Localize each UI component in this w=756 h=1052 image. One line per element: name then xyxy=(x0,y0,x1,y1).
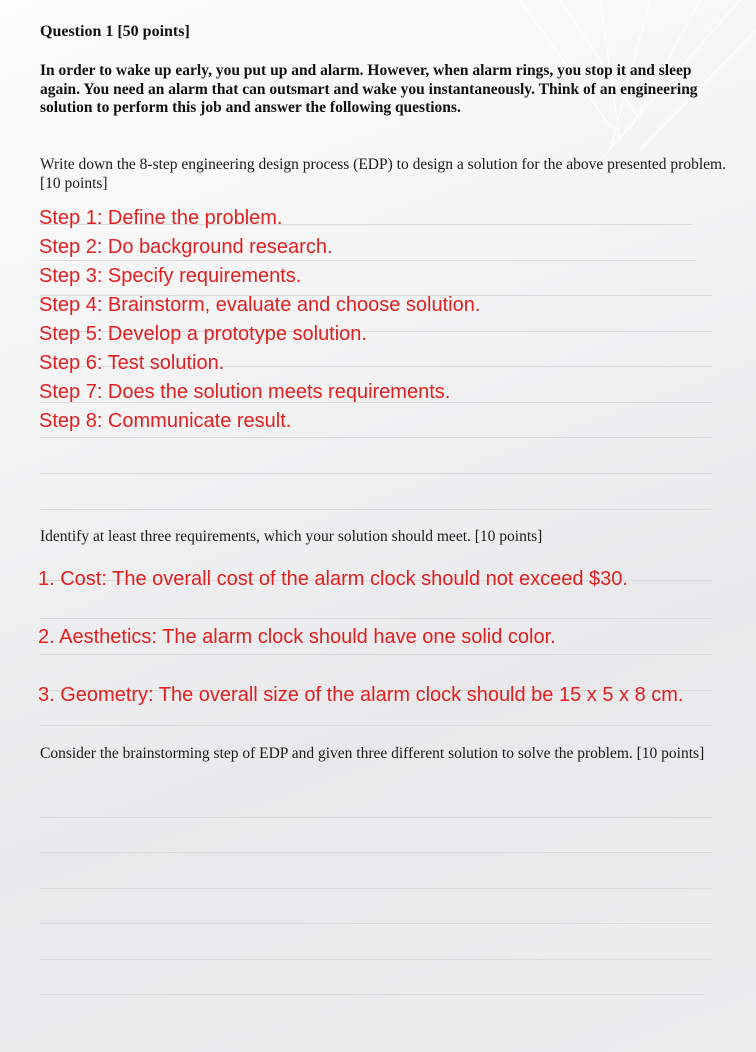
answer-rule xyxy=(40,888,712,889)
question-title: Question 1 [50 points] xyxy=(40,23,190,40)
requirement-2: 2. Aesthetics: The alarm clock should have one solid color. xyxy=(38,626,556,648)
edp-step-7: Step 7: Does the solution meets requirements. xyxy=(39,381,451,403)
answer-rule xyxy=(40,618,712,619)
answer-rule xyxy=(40,923,712,924)
edp-step-3: Step 3: Specify requirements. xyxy=(39,265,302,287)
edp-step-4: Step 4: Brainstorm, evaluate and choose solution. xyxy=(39,294,481,316)
answer-rule xyxy=(40,959,712,960)
answer-rule xyxy=(40,509,712,510)
part3-prompt: Consider the brainstorming step of EDP and given three different solution to solve the problem. [10 points] xyxy=(40,745,705,762)
answer-rule xyxy=(40,817,712,818)
answer-rule xyxy=(40,437,712,438)
answer-rule xyxy=(40,852,712,853)
edp-step-6: Step 6: Test solution. xyxy=(39,352,225,374)
answer-rule xyxy=(40,994,704,995)
answer-rule xyxy=(40,260,696,261)
edp-step-5: Step 5: Develop a prototype solution. xyxy=(39,323,367,345)
edp-step-2: Step 2: Do background research. xyxy=(39,236,333,258)
answer-rule xyxy=(40,654,712,655)
answer-rule xyxy=(40,473,712,474)
part1-prompt: Write down the 8-step engineering design process (EDP) to design a solution for the above presented problem. [10 points] xyxy=(40,156,726,193)
requirement-1: 1. Cost: The overall cost of the alarm clock should not exceed $30. xyxy=(38,568,628,590)
answer-rule xyxy=(40,725,712,726)
edp-step-8: Step 8: Communicate result. xyxy=(39,410,292,432)
requirement-3: 3. Geometry: The overall size of the alarm clock should be 15 x 5 x 8 cm. xyxy=(38,684,684,706)
question-intro: In order to wake up early, you put up and alarm. However, when alarm rings, you stop it and sleep again. You need an alarm that can outsmart and wake you instantaneously. Think of an engineering solution to perform this job and answer the following questions. xyxy=(40,62,698,117)
part2-prompt: Identify at least three requirements, which your solution should meet. [10 points] xyxy=(40,528,543,545)
edp-step-1: Step 1: Define the problem. xyxy=(39,207,283,229)
